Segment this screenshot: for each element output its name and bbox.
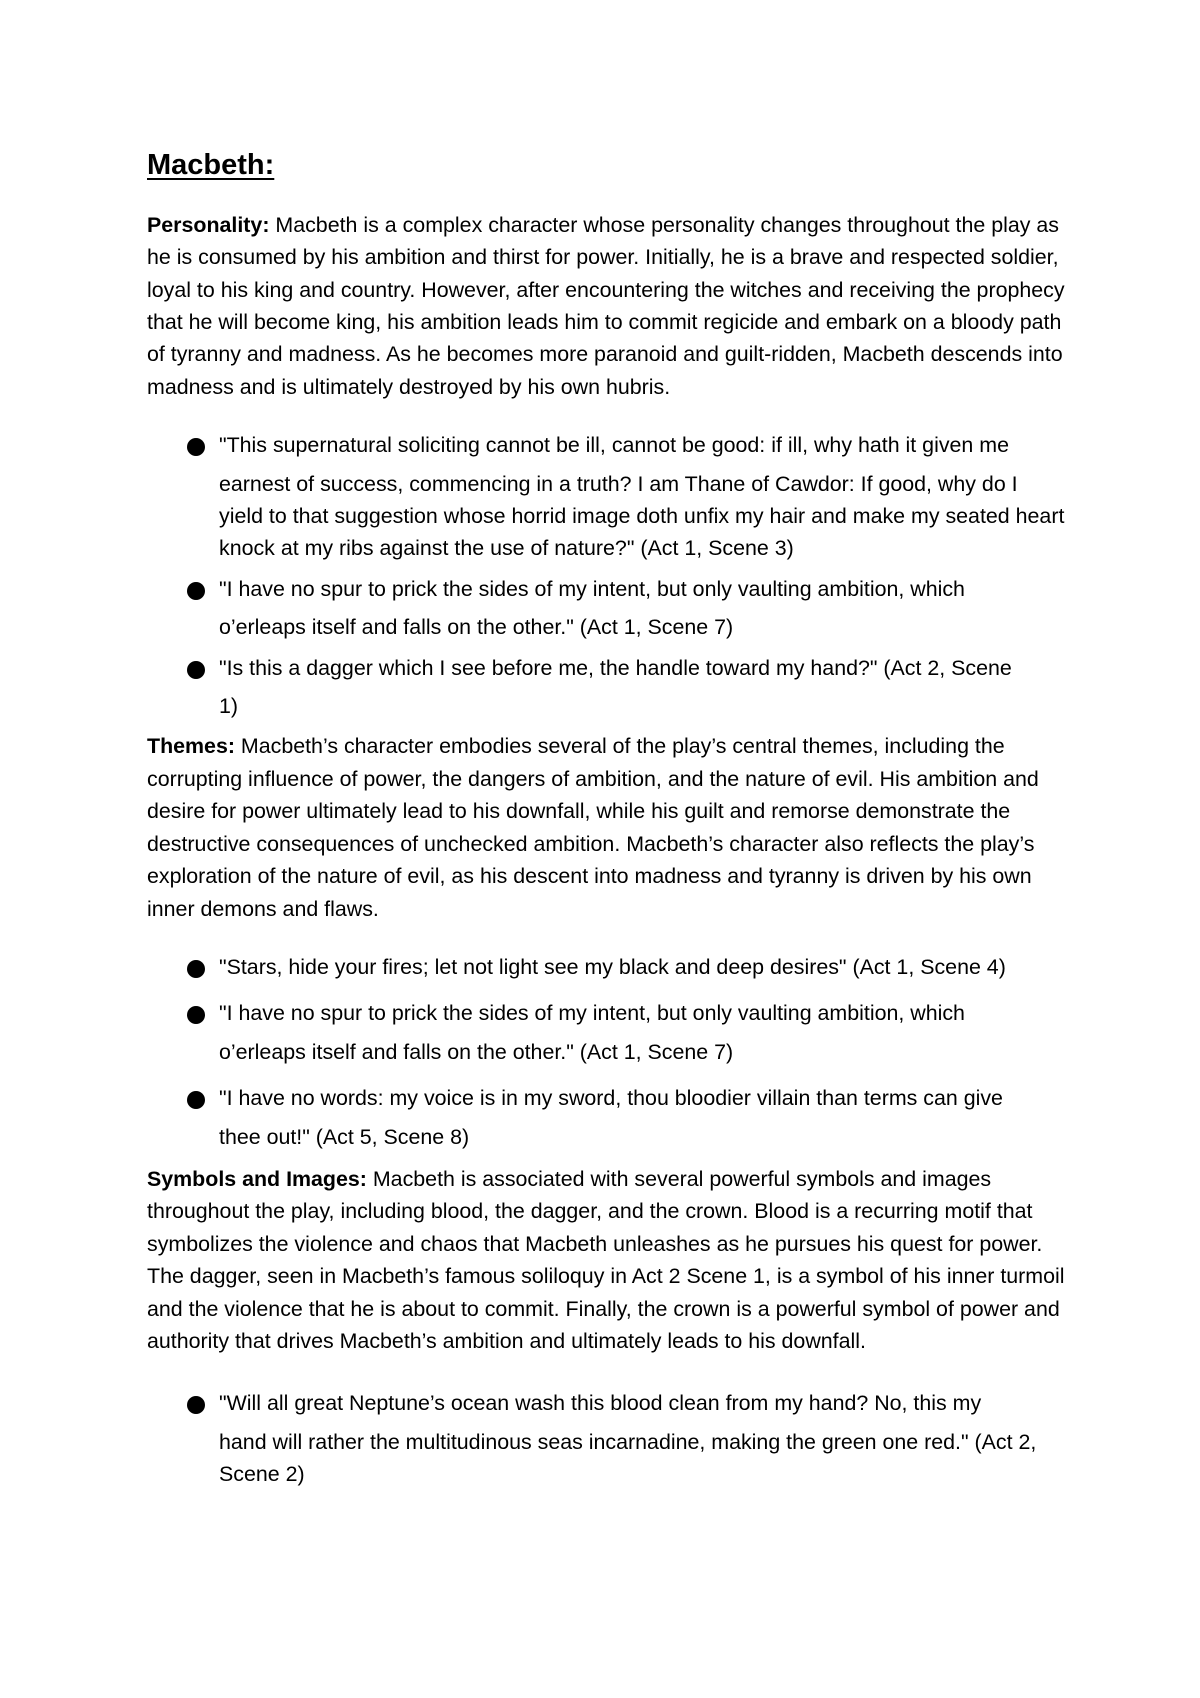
themes-quote-list bbox=[147, 951, 1067, 1153]
personality-label: Personality: bbox=[147, 212, 270, 237]
bullet-dot-icon bbox=[187, 438, 205, 456]
symbols-paragraph bbox=[147, 1163, 1067, 1357]
quote-item bbox=[147, 997, 1067, 1068]
personality-paragraph bbox=[147, 209, 1067, 403]
quote-first-line: "Stars, hide your fires; let not light see my black and deep desires" (Act 1, Scene 4) bbox=[219, 954, 1006, 979]
quote-item bbox=[147, 652, 1067, 723]
quote-continuation: hand will rather the multitudinous seas incarnadine, making the green one red." (Act 2, Scene 2) bbox=[219, 1429, 1037, 1487]
bullet-dot-icon bbox=[187, 1396, 205, 1414]
personality-text: Macbeth is a complex character whose personality changes throughout the play as he is consumed by his ambition and thirst for power. Initially, he is a brave and respected soldier, loyal to his king and country. However, after encountering the witches and receiving the prophecy that he will become king, his ambition leads him to commit regicide and embark on a bloody path of tyranny and madness. As he becomes more paranoid and guilt-ridden, Macbeth descends into madness and is ultimately destroyed by his own hubris. bbox=[147, 212, 1065, 399]
bullet-dot-icon bbox=[187, 1091, 205, 1109]
bullet-dot-icon bbox=[187, 1006, 205, 1024]
bullet-dot-icon bbox=[187, 661, 205, 679]
quote-item bbox=[147, 951, 1067, 983]
bullet-dot-icon bbox=[187, 960, 205, 978]
quote-item bbox=[147, 1387, 1067, 1490]
quote-continuation: thee out!" (Act 5, Scene 8) bbox=[219, 1124, 470, 1149]
quote-first-line: "I have no spur to prick the sides of my intent, but only vaulting ambition, which bbox=[219, 576, 965, 601]
quote-continuation: 1) bbox=[219, 694, 239, 719]
quote-continuation: o’erleaps itself and falls on the other." (Act 1, Scene 7) bbox=[219, 1039, 734, 1064]
quote-first-line: "I have no words: my voice is in my sword, thou bloodier villain than terms can give bbox=[219, 1086, 1003, 1111]
symbols-label: Symbols and Images: bbox=[147, 1166, 367, 1191]
themes-paragraph bbox=[147, 730, 1067, 924]
quote-continuation: o’erleaps itself and falls on the other." (Act 1, Scene 7) bbox=[219, 615, 734, 640]
quote-first-line: "Is this a dagger which I see before me, the handle toward my hand?" (Act 2, Scene bbox=[219, 655, 1012, 680]
quote-item bbox=[147, 573, 1067, 644]
quote-first-line: "I have no spur to prick the sides of my intent, but only vaulting ambition, which bbox=[219, 1001, 965, 1026]
quote-first-line: "This supernatural soliciting cannot be ill, cannot be good: if ill, why hath it given me bbox=[219, 433, 1009, 458]
personality-quote-list bbox=[147, 429, 1067, 722]
symbols-text: Macbeth is associated with several powerful symbols and images throughout the play, including blood, the dagger, and the crown. Blood is a recurring motif that symbolizes the violence and chaos that Macbeth unleashes as he pursues his quest for power. The dagger, seen in Macbeth’s famous soliloquy in Act 2 Scene 1, is a symbol of his inner turmoil and the violence that he is about to commit. Finally, the crown is a powerful symbol of power and authority that drives Macbeth’s ambition and ultimately leads to his downfall. bbox=[147, 1166, 1065, 1353]
themes-text: Macbeth’s character embodies several of the play’s central themes, including the corrupting influence of power, the dangers of ambition, and the nature of evil. His ambition and desire for power ultimately lead to his downfall, while his guilt and remorse demonstrate the destructive consequences of unchecked ambition. Macbeth’s character also reflects the play’s exploration of the nature of evil, as his descent into madness and tyranny is driven by his own inner demons and flaws. bbox=[147, 734, 1039, 921]
themes-label: Themes: bbox=[147, 734, 235, 759]
document-page bbox=[147, 148, 1067, 1491]
document-title: Macbeth: bbox=[147, 149, 275, 181]
quote-item bbox=[147, 1082, 1067, 1153]
bullet-dot-icon bbox=[187, 582, 205, 600]
quote-continuation: earnest of success, commencing in a truth? I am Thane of Cawdor: If good, why do I yield to that suggestion whose horrid image doth unfix my hair and make my seated heart knock at my ribs against the use of nature?" (Act 1, Scene 3) bbox=[219, 471, 1065, 561]
quote-item bbox=[147, 429, 1067, 565]
quote-first-line: "Will all great Neptune’s ocean wash this blood clean from my hand? No, this my bbox=[219, 1391, 982, 1416]
symbols-quote-list bbox=[147, 1387, 1067, 1490]
